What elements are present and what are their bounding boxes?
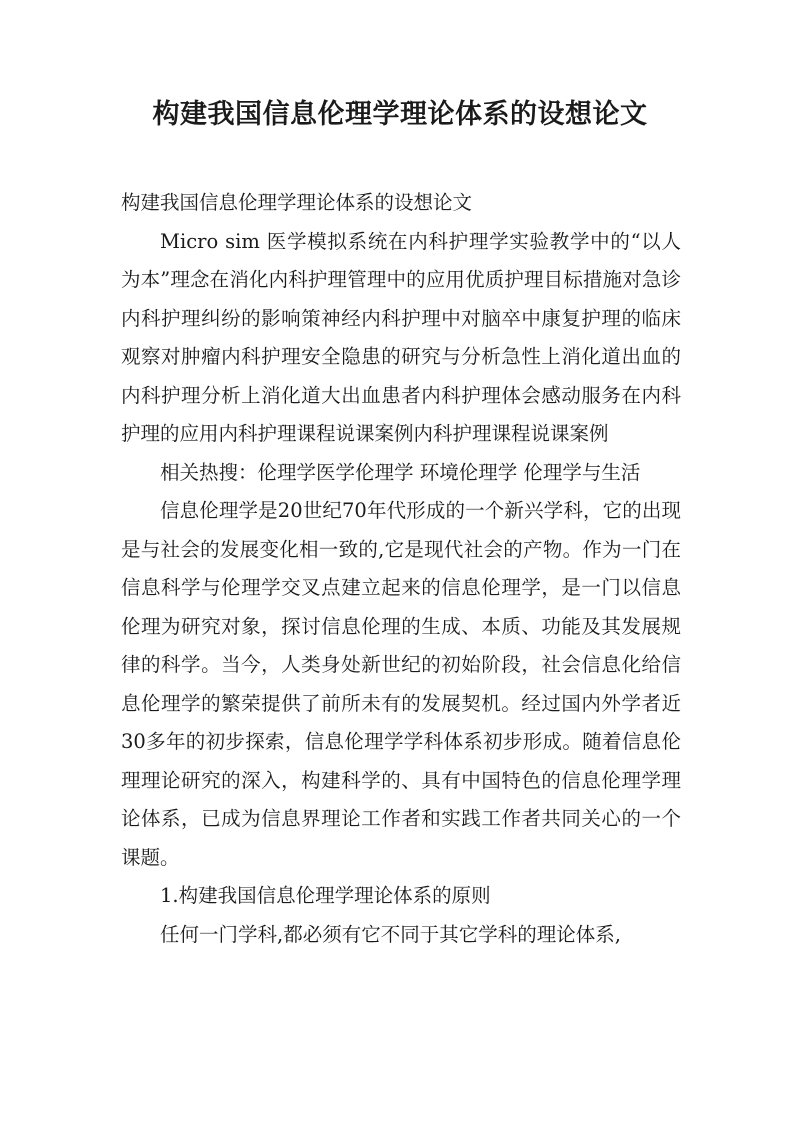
paragraph-principles-start: 任何一门学科,都必须有它不同于其它学科的理论体系,	[160, 922, 621, 946]
section-heading-principles: 1.构建我国信息伦理学理论体系的原则	[160, 884, 491, 907]
paragraph-related-articles: Micro sim 医学模拟系统在内科护理学实验教学中的“以人为本”理念在消化内科护理管理中的应用优质护理目标措施对急诊内科护理纠纷的影响策神经内科护理中对脑卒中康复护理的临床观察对肿瘤内科护理安全隐患的研究与分析急性上消化道出血的内科护理分析上消化道大出血患者内科护理体会感动服务在内科护理的应用内科护理课程说课案例内科护理课程说课案例	[121, 229, 681, 445]
paragraph-subtitle: 构建我国信息伦理学理论体系的设想论文	[121, 191, 473, 214]
document-title: 构建我国信息伦理学理论体系的设想论文	[152, 99, 648, 130]
document-body	[121, 184, 681, 954]
paragraph-hot-searches: 相关热搜：伦理学医学伦理学 环境伦理学 伦理学与生活	[160, 460, 641, 484]
paragraph-introduction: 信息伦理学是20世纪70年代形成的一个新兴学科，它的出现是与社会的发展变化相一致的,它是现代社会的产物。作为一门在信息科学与伦理学交叉点建立起来的信息伦理学，是一门以信息伦理为研究对象，探讨信息伦理的生成、本质、功能及其发展规律的科学。当今，人类身处新世纪的初始阶段，社会信息化给信息伦理学的繁荣提供了前所未有的发展契机。经过国内外学者近30多年的初步探索，信息伦理学学科体系初步形成。随着信息伦理理论研究的深入，构建科学的、具有中国特色的信息伦理学理论体系，已成为信息界理论工作者和实践工作者共同关心的一个课题。	[121, 499, 681, 869]
